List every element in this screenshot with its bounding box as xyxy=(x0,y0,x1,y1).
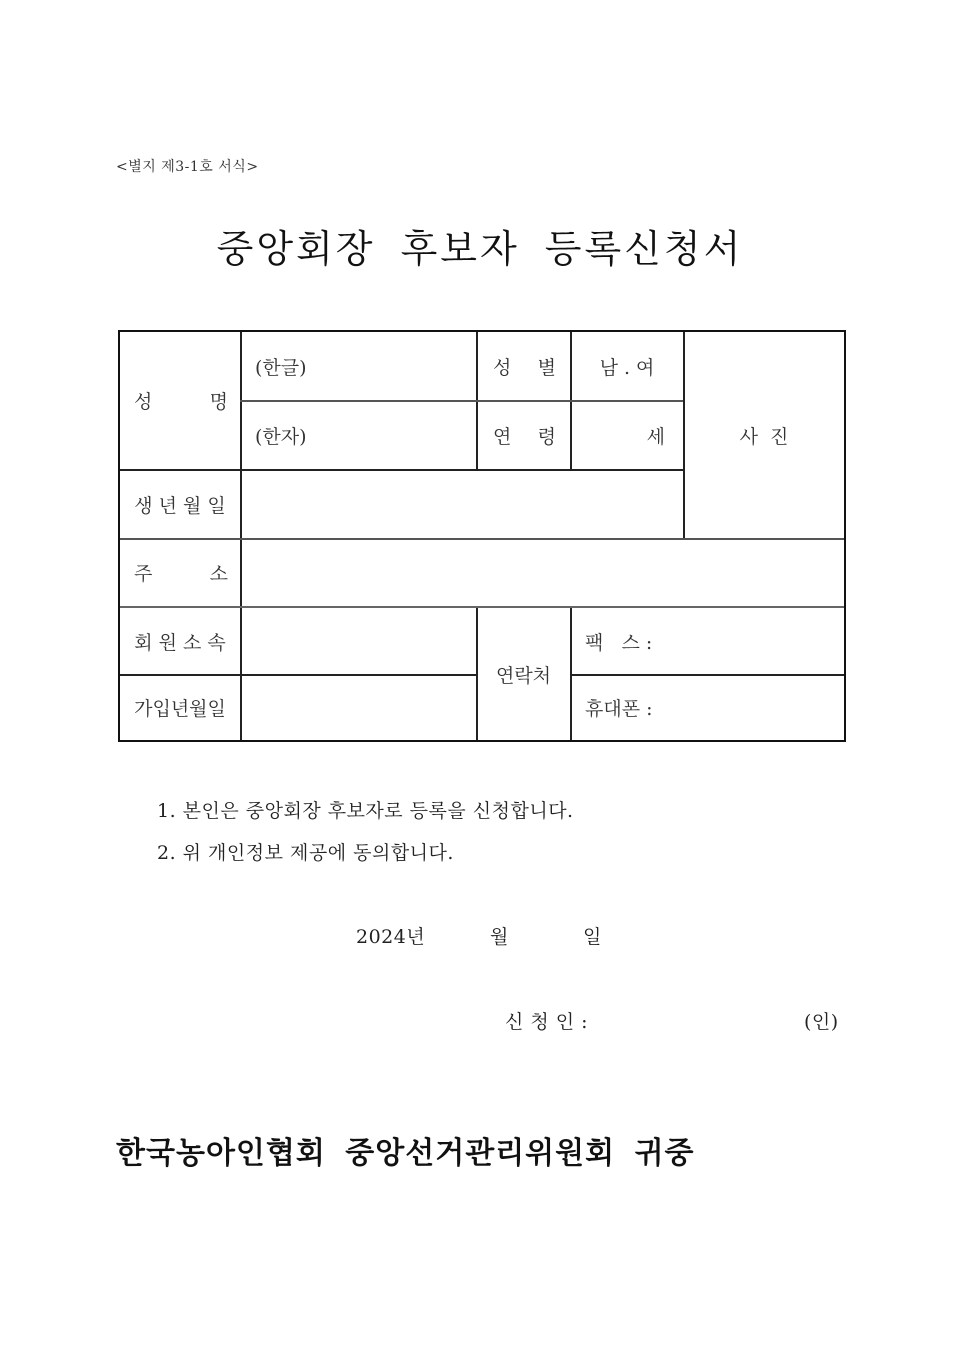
statement-2: 2. 위 개인정보 제공에 동의합니다. xyxy=(157,842,454,864)
date-year: 2024년 xyxy=(356,926,426,948)
name-korean-field[interactable] xyxy=(241,332,476,400)
membership-field[interactable] xyxy=(241,608,476,674)
gender-label: 성 별 xyxy=(493,356,556,379)
applicant-label: 신 청 인 : xyxy=(505,1011,589,1033)
birthdate-field[interactable] xyxy=(241,470,683,538)
mobile-label: 휴대폰 : xyxy=(585,698,653,720)
name-hanja-field[interactable] xyxy=(241,401,476,469)
form-number-label: <별지 제3-1호 서식> xyxy=(116,159,259,175)
name-korean-label: (한글) xyxy=(255,356,307,379)
contact-label: 연락처 xyxy=(495,664,552,687)
birthdate-label: 생 년 월 일 xyxy=(134,494,226,517)
photo-label: 사 진 xyxy=(739,425,789,448)
photo-area[interactable] xyxy=(684,332,844,538)
fax-label: 팩 스 : xyxy=(585,631,653,654)
name-hanja-label: (한자) xyxy=(255,425,307,448)
date-month[interactable]: 월 xyxy=(490,926,509,948)
age-field[interactable] xyxy=(571,401,683,469)
gender-field[interactable] xyxy=(571,332,683,400)
document-title: 중앙회장 후보자 등록신청서 xyxy=(216,227,744,271)
address-label: 주 소 xyxy=(134,563,228,585)
applicant-signature-field[interactable] xyxy=(615,1003,795,1033)
date-day[interactable]: 일 xyxy=(583,926,602,948)
application-form-table xyxy=(118,330,846,742)
recipient-line: 한국농아인협회 중앙선거관리위원회 귀중 xyxy=(116,1136,695,1171)
fax-field[interactable] xyxy=(571,608,844,674)
seal-label: (인) xyxy=(804,1011,839,1033)
name-label: 성 명 xyxy=(134,391,228,413)
membership-label: 회 원 소 속 xyxy=(134,631,226,654)
statement-1: 1. 본인은 중앙회장 후보자로 등록을 신청합니다. xyxy=(157,800,574,822)
gender-value: 남 . 여 xyxy=(599,356,655,379)
mobile-field[interactable] xyxy=(571,675,844,740)
join-date-field[interactable] xyxy=(241,675,476,740)
age-unit: 세 xyxy=(646,425,665,448)
age-label: 연 령 xyxy=(493,425,556,448)
address-field[interactable] xyxy=(241,539,844,606)
join-date-label: 가입년월일 xyxy=(134,698,226,720)
